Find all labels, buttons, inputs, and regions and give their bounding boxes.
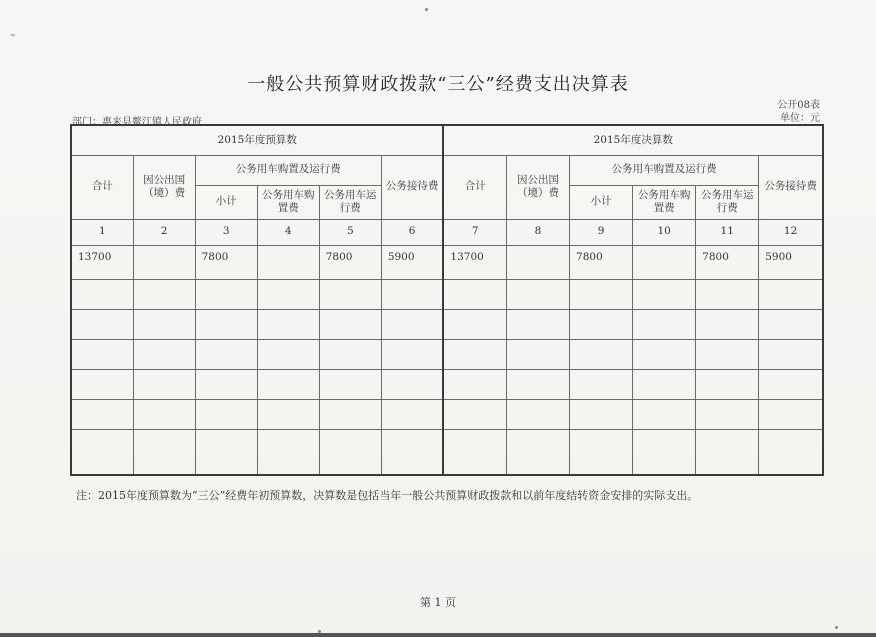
column-number: 12: [759, 219, 823, 245]
header-reception: 公务接待费: [759, 155, 823, 219]
table-cell: 7800: [319, 245, 381, 279]
scan-mark: ⌁: [10, 30, 17, 41]
page-title: 一般公共预算财政拨款“三公”经费支出决算表: [247, 74, 629, 95]
column-number: 5: [319, 219, 381, 245]
header-total: 合计: [71, 155, 133, 219]
scan-speck: [835, 626, 838, 629]
column-number: 6: [381, 219, 443, 245]
empty-row: [71, 309, 823, 339]
table-cell: 7800: [195, 245, 257, 279]
empty-row: [71, 369, 823, 399]
column-number: 2: [133, 219, 195, 245]
table-cell: [633, 245, 696, 279]
table-cell: [257, 245, 319, 279]
table-cell: [133, 245, 195, 279]
column-number: 3: [195, 219, 257, 245]
department-label: 部门：惠来县鳌江镇人民政府: [72, 117, 202, 128]
scan-edge: [0, 633, 876, 637]
column-number-row: [71, 219, 823, 245]
column-number: 11: [696, 219, 759, 245]
header-vehicle-running: 公务用车运行费: [696, 185, 759, 219]
column-number: 8: [506, 219, 569, 245]
page-number: 第 1 页: [420, 596, 456, 609]
header-subtotal: 小计: [195, 185, 257, 219]
scan-speck: [425, 8, 428, 11]
header-overseas-travel: 因公出国（境）费: [133, 155, 195, 219]
header-vehicle-purchase: 公务用车购置费: [257, 185, 319, 219]
empty-row: [71, 339, 823, 369]
unit-label: 单位：元: [780, 113, 820, 124]
header-vehicle: 公务用车购置及运行费: [195, 155, 381, 185]
group-header-actual: 2015年度决算数: [443, 125, 823, 155]
table-cell: 13700: [443, 245, 506, 279]
table-cell: 5900: [759, 245, 823, 279]
table-row: [71, 245, 823, 279]
header-overseas-travel: 因公出国（境）费: [506, 155, 569, 219]
empty-row: [71, 279, 823, 309]
column-number: 4: [257, 219, 319, 245]
table-cell: 5900: [381, 245, 443, 279]
header-reception: 公务接待费: [381, 155, 443, 219]
header-vehicle-purchase: 公务用车购置费: [633, 185, 696, 219]
header-vehicle: 公务用车购置及运行费: [570, 155, 759, 185]
column-number: 7: [443, 219, 506, 245]
form-number: 公开08表: [777, 100, 820, 111]
table-cell: 7800: [696, 245, 759, 279]
column-number: 9: [570, 219, 633, 245]
header-subtotal: 小计: [570, 185, 633, 219]
column-number: 1: [71, 219, 133, 245]
expenditure-table: [70, 124, 824, 476]
header-total: 合计: [443, 155, 506, 219]
footnote: 注：2015年度预算数为“三公”经费年初预算数，决算数是包括当年一般公共预算财政拨款和以前年度结转资金安排的实际支出。: [76, 489, 699, 502]
table-cell: [506, 245, 569, 279]
empty-row: [71, 430, 823, 475]
table-cell: 7800: [570, 245, 633, 279]
empty-row: [71, 400, 823, 430]
header-vehicle-running: 公务用车运行费: [319, 185, 381, 219]
column-number: 10: [633, 219, 696, 245]
table-cell: 13700: [71, 245, 133, 279]
group-header-budget: 2015年度预算数: [71, 125, 443, 155]
